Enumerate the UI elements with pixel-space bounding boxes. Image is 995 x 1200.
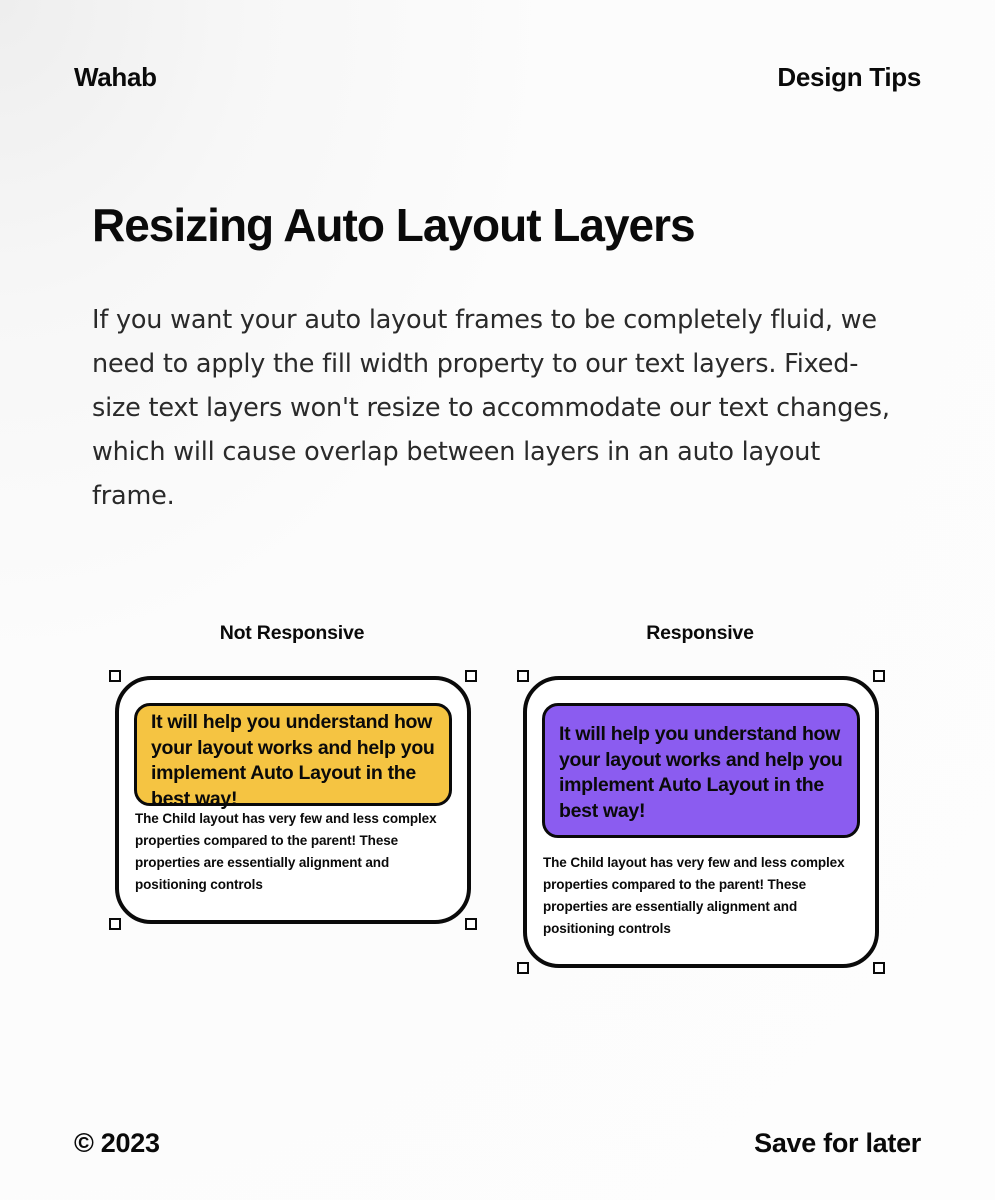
responsive-body-text: The Child layout has very few and less complex properties compared to the parent! These properties are essentially alignment and positioning controls [543, 855, 845, 936]
responsive-caption: Responsive [646, 622, 754, 644]
resize-handle-top-left[interactable] [517, 670, 529, 682]
responsive-highlight-box [542, 703, 860, 838]
not-responsive-highlight-text: It will help you understand how your layout works and help you implement Auto Layout in the best way! [151, 711, 435, 810]
copyright-text: © 2023 [74, 1128, 160, 1158]
resize-handle-bottom-right[interactable] [465, 918, 477, 930]
description-text: If you want your auto layout frames to be completely fluid, we need to apply the fill width property to our text layers. Fixed-size text layers won't resize to accommodate our text changes, which will cause overlap between layers in an auto layout frame. [92, 305, 890, 511]
save-for-later-button[interactable]: Save for later [754, 1128, 921, 1158]
resize-handle-top-left[interactable] [109, 670, 121, 682]
resize-handle-top-right[interactable] [873, 670, 885, 682]
not-responsive-caption: Not Responsive [219, 622, 365, 644]
not-responsive-body-text: The Child layout has very few and less complex properties compared to the parent! These properties are essentially alignment and positioning controls [135, 811, 437, 892]
responsive-highlight-text: It will help you understand how your layout works and help you implement Auto Layout in the best way! [559, 723, 843, 822]
resize-handle-bottom-right[interactable] [873, 962, 885, 974]
resize-handle-bottom-left[interactable] [109, 918, 121, 930]
resize-handle-top-right[interactable] [465, 670, 477, 682]
brand-name: Wahab [74, 62, 157, 92]
page-title: Resizing Auto Layout Layers [92, 199, 695, 251]
topic-label: Design Tips [777, 62, 921, 92]
not-responsive-highlight-box [134, 703, 452, 810]
resize-handle-bottom-left[interactable] [517, 962, 529, 974]
